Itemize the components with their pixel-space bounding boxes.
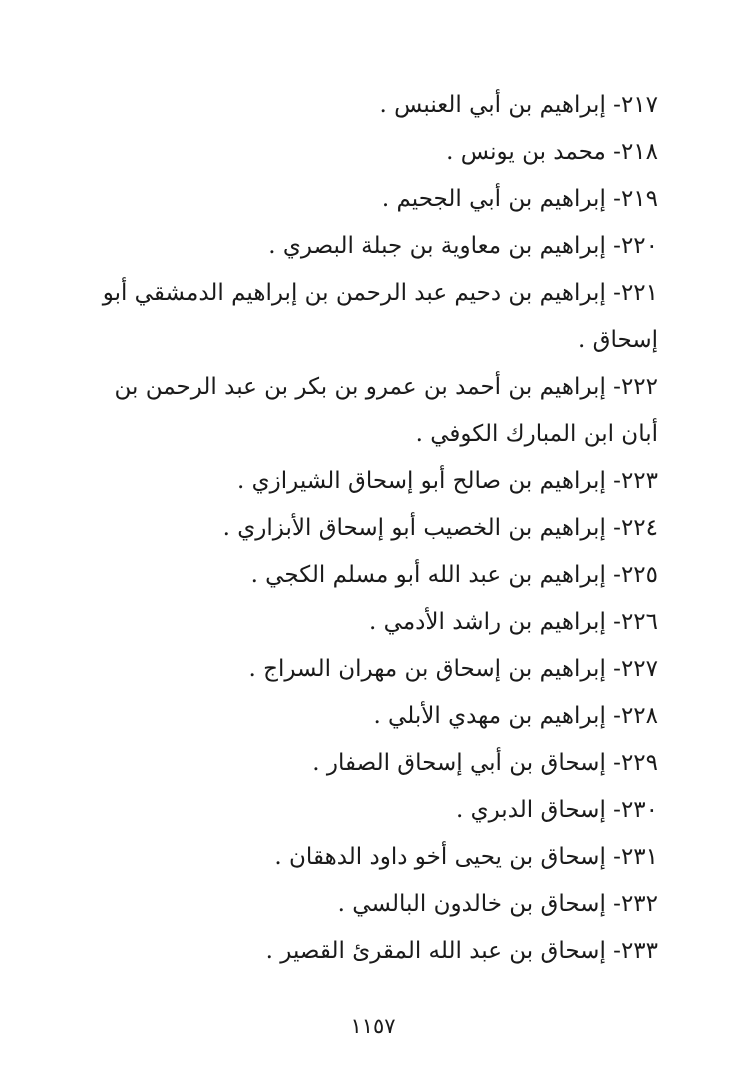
entry-text: إبراهيم بن أبي الجحيم .	[381, 186, 606, 212]
entry-separator: -	[605, 186, 621, 212]
entry-text: إسحاق بن خالدون البالسي .	[337, 891, 606, 917]
entry-number: ٢١٨	[620, 139, 658, 165]
entry-number: ٢٢٠	[620, 233, 658, 259]
entry-item	[78, 881, 658, 928]
entry-text: محمد بن يونس .	[446, 139, 606, 165]
entry-number: ٢٣٠	[620, 797, 658, 823]
entry-separator: -	[605, 515, 621, 541]
entry-separator: -	[605, 750, 621, 776]
entry-item	[78, 834, 658, 881]
entry-text: إسحاق بن يحيى أخو داود الدهقان .	[274, 844, 606, 870]
page-number: ١١٥٧	[350, 1014, 396, 1038]
entry-separator: -	[605, 562, 621, 588]
entry-item	[78, 458, 658, 505]
entry-separator: -	[605, 891, 621, 917]
entry-item	[78, 129, 658, 176]
entry-number: ٢٢٩	[620, 750, 658, 776]
entry-text: إبراهيم بن مهدي الأبلي .	[373, 703, 606, 729]
entry-number: ٢٢٦	[620, 609, 658, 635]
entry-item	[78, 223, 658, 270]
entry-separator: -	[605, 233, 621, 259]
entry-number: ٢١٧	[620, 92, 658, 118]
entry-separator: -	[605, 938, 621, 964]
entry-text: إبراهيم بن إسحاق بن مهران السراج .	[248, 656, 606, 682]
entry-item	[78, 270, 658, 364]
entry-item	[78, 599, 658, 646]
entry-item	[78, 787, 658, 834]
entry-separator: -	[605, 92, 621, 118]
entry-separator: -	[605, 374, 621, 400]
entry-number: ٢٢٥	[620, 562, 658, 588]
entry-item	[78, 646, 658, 693]
entry-item	[78, 740, 658, 787]
entry-text: إبراهيم بن أحمد بن عمرو بن بكر بن عبد الرحمن بن أبان ابن المبارك الكوفي .	[114, 374, 658, 447]
entry-separator: -	[605, 280, 621, 306]
entry-number: ٢٢٨	[620, 703, 658, 729]
entry-separator: -	[605, 139, 621, 165]
entry-separator: -	[605, 703, 621, 729]
entry-text: إبراهيم بن صالح أبو إسحاق الشيرازي .	[237, 468, 606, 494]
entry-text: إسحاق بن عبد الله المقرئ القصير .	[265, 938, 606, 964]
entry-text: إبراهيم بن أبي العنبس .	[379, 92, 606, 118]
entry-number: ٢٢٣	[620, 468, 658, 494]
entry-number: ٢١٩	[620, 186, 658, 212]
entry-number: ٢٣٣	[620, 938, 658, 964]
entry-item	[78, 928, 658, 975]
entry-number: ٢٢٤	[620, 515, 658, 541]
entry-text: إبراهيم بن الخصيب أبو إسحاق الأبزاري .	[222, 515, 606, 541]
entry-item	[78, 552, 658, 599]
entry-item	[78, 364, 658, 458]
entry-number: ٢٣١	[620, 844, 658, 870]
entry-number: ٢٢٢	[620, 374, 658, 400]
entry-text: إسحاق الدبري .	[455, 797, 606, 823]
entry-text: إبراهيم بن راشد الأدمي .	[369, 609, 606, 635]
entry-text: إبراهيم بن معاوية بن جبلة البصري .	[268, 233, 606, 259]
entry-item	[78, 176, 658, 223]
entry-number: ٢٢١	[620, 280, 658, 306]
entry-list	[78, 82, 658, 975]
entry-text: إسحاق بن أبي إسحاق الصفار .	[312, 750, 606, 776]
entry-text: إبراهيم بن عبد الله أبو مسلم الكجي .	[250, 562, 606, 588]
entry-separator: -	[605, 844, 621, 870]
entry-number: ٢٣٢	[620, 891, 658, 917]
entry-separator: -	[605, 468, 621, 494]
entry-item	[78, 82, 658, 129]
entry-separator: -	[605, 609, 621, 635]
entry-text: إبراهيم بن دحيم عبد الرحمن بن إبراهيم الدمشقي أبو إسحاق .	[102, 280, 658, 353]
entry-number: ٢٢٧	[620, 656, 658, 682]
entry-item	[78, 693, 658, 740]
entry-separator: -	[605, 797, 621, 823]
entry-item	[78, 505, 658, 552]
entry-separator: -	[605, 656, 621, 682]
